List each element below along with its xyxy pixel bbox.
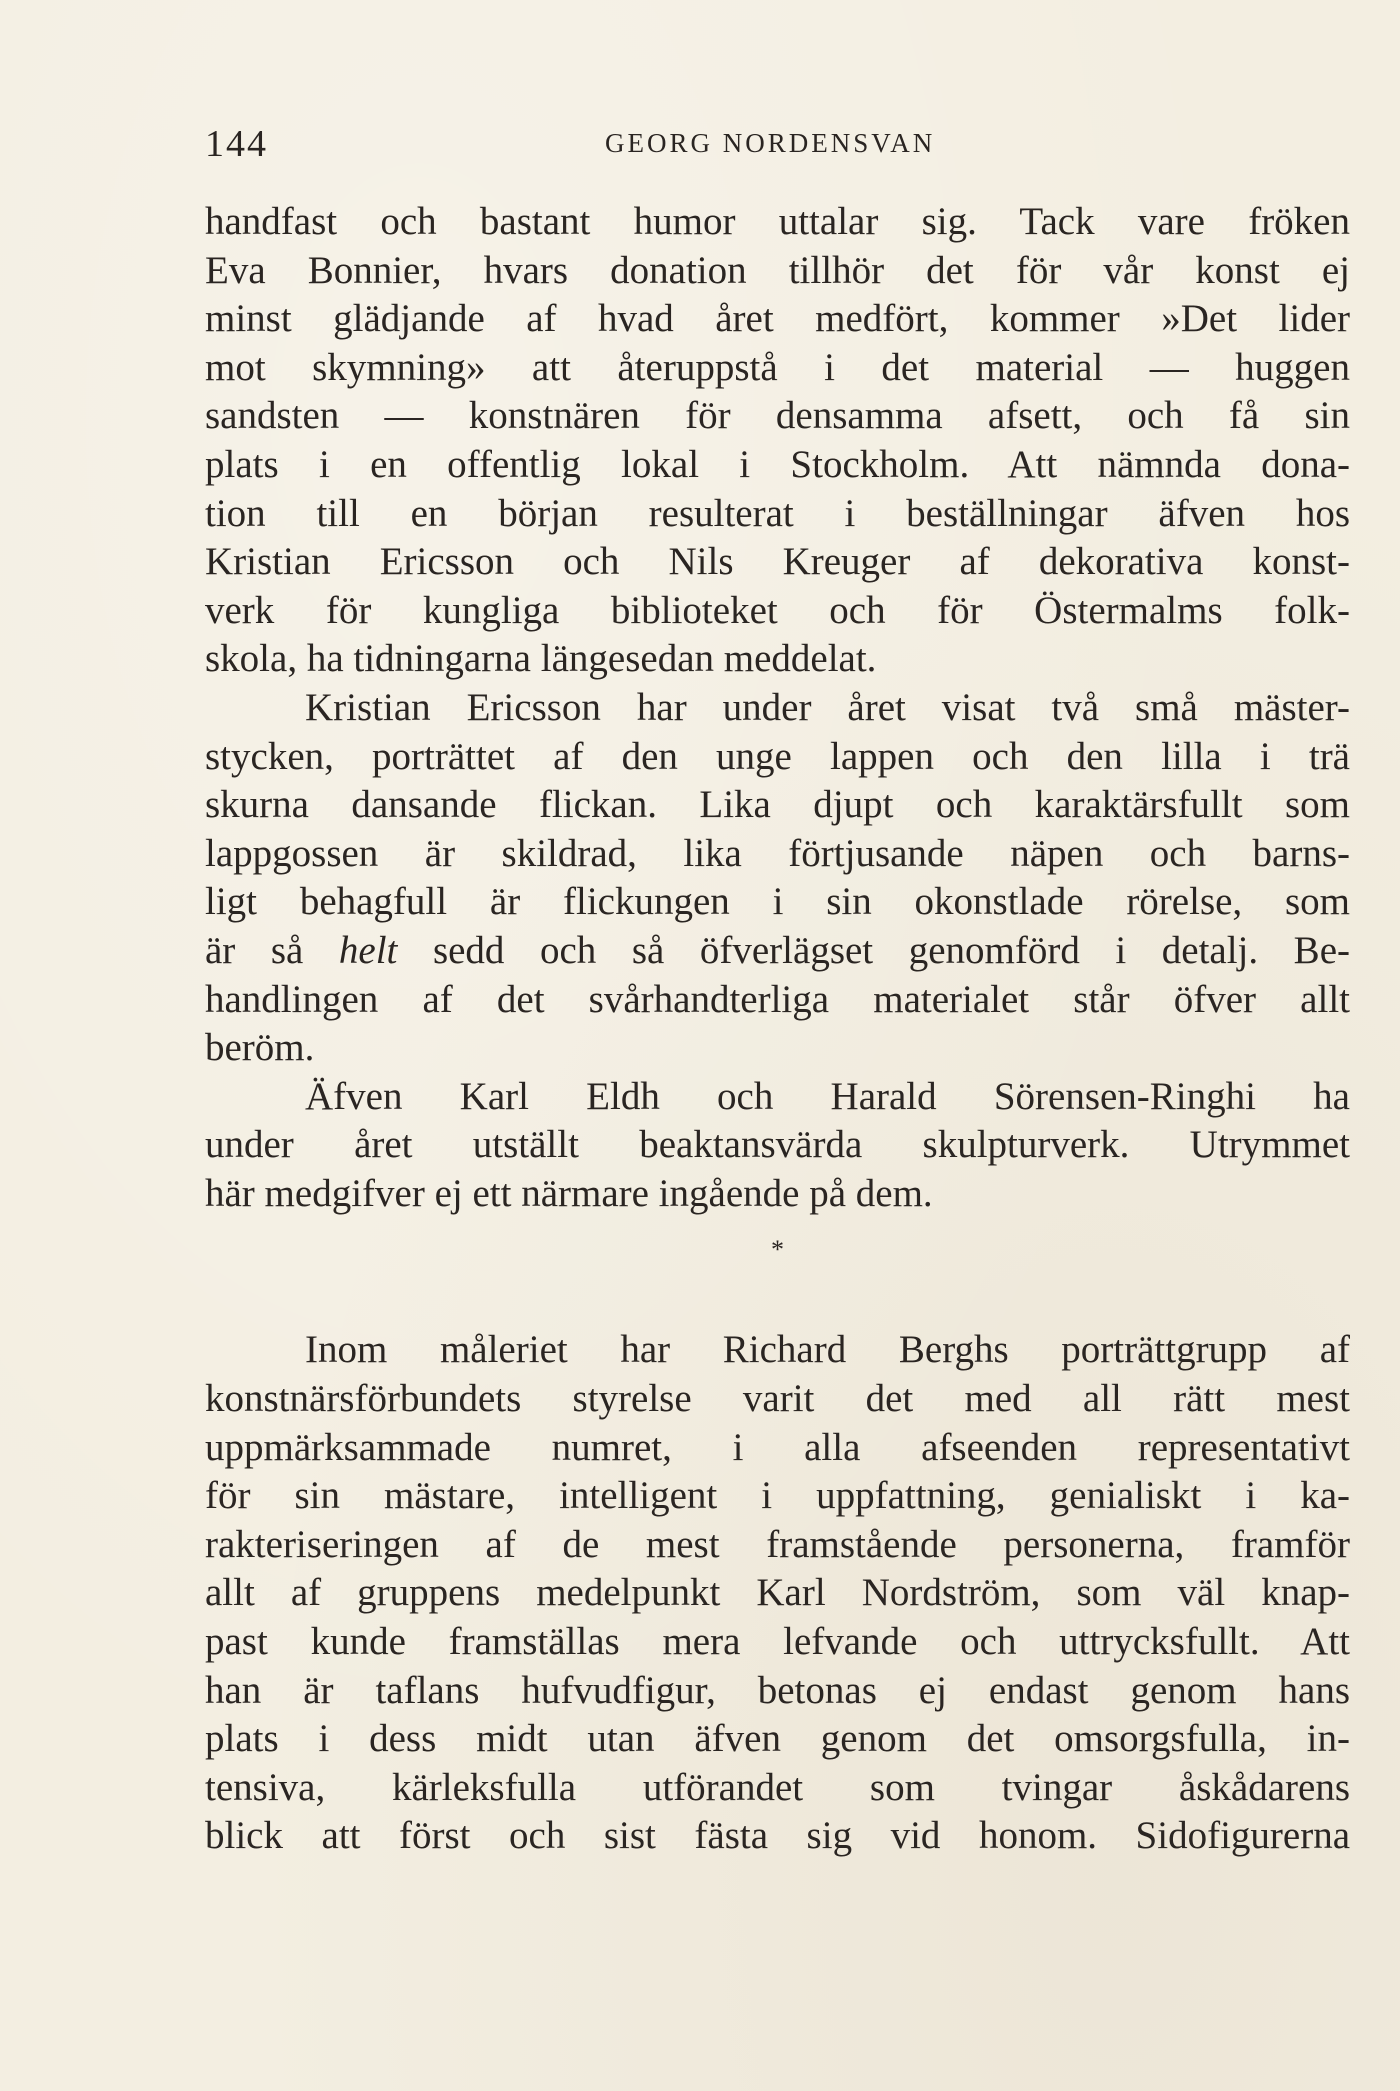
text-line: past kunde framställas mera lefvande och uttrycksfullt. Att (205, 1620, 1350, 1664)
text-line: tion till en början resulterat i beställningar äfven hos (205, 491, 1350, 535)
section-separator: * (771, 1235, 784, 1265)
text-line: ligt behagfull är flickungen i sin okonstlade rörelse, som (205, 880, 1350, 924)
running-head: GEORG NORDENSVAN (605, 128, 936, 158)
text-line: här medgifver ej ett närmare ingående på dem. (205, 1171, 933, 1215)
text-line: sandsten — konstnären för densamma afsett, och få sin (205, 394, 1350, 438)
text-line: mot skymning» att återuppstå i det material — huggen (205, 345, 1350, 389)
text-line: beröm. (205, 1026, 315, 1070)
text-line: minst glädjande af hvad året medfört, kommer »Det lider (205, 297, 1350, 341)
text-line: Äfven Karl Eldh och Harald Sörensen-Ringhi ha (305, 1074, 1350, 1118)
text-line: skola, ha tidningarna längesedan meddelat. (205, 637, 877, 681)
text-line: lappgossen är skildrad, lika förtjusande näpen och barns- (205, 831, 1350, 875)
text-line: tensiva, kärleksfulla utförandet som tvingar åskådarens (205, 1765, 1350, 1809)
text-line: under året utställt beaktansvärda skulpturverk. Utrymmet (205, 1123, 1350, 1167)
text-line: Kristian Ericsson har under året visat två små mäster- (305, 685, 1350, 729)
text-fragment: är så (205, 928, 339, 972)
text-line: verk för kungliga biblioteket och för Östermalms folk- (205, 588, 1350, 632)
text-line: Eva Bonnier, hvars donation tillhör det för vår konst ej (205, 248, 1350, 292)
italic-word: helt (338, 928, 398, 972)
text-line: blick att först och sist fästa sig vid honom. Sidofigurerna (205, 1814, 1350, 1858)
text-line: Kristian Ericsson och Nils Kreuger af dekorativa konst- (205, 540, 1350, 584)
page-number: 144 (205, 123, 268, 165)
text-line: handfast och bastant humor uttalar sig. Tack vare fröken (205, 200, 1350, 243)
text-line: för sin mästare, intelligent i uppfattning, genialiskt i ka- (205, 1474, 1350, 1518)
text-line: allt af gruppens medelpunkt Karl Nordström, som väl knap- (205, 1571, 1350, 1615)
text-line: Inom måleriet har Richard Berghs porträttgrupp af (305, 1328, 1350, 1372)
text-line: plats i en offentlig lokal i Stockholm. Att nämnda dona- (205, 442, 1350, 486)
page-header (205, 122, 1350, 168)
text-line: han är taflans hufvudfigur, betonas ej endast genom hans (205, 1668, 1350, 1712)
body-text (205, 198, 1350, 1861)
text-line: uppmärksammade numret, i alla afseenden representativt (205, 1425, 1350, 1469)
text-line: konstnärsförbundets styrelse varit det med all rätt mest (205, 1377, 1350, 1421)
text-line: stycken, porträttet af den unge lappen och den lilla i trä (205, 734, 1350, 778)
text-line: rakteriseringen af de mest framstående personerna, framför (205, 1522, 1350, 1566)
text-line: skurna dansande flickan. Lika djupt och karaktärsfullt som (205, 783, 1350, 827)
text-fragment: sedd och så öfverlägset genomförd i detalj. Be- (397, 928, 1350, 972)
text-line: handlingen af det svårhandterliga materialet står öfver allt (205, 977, 1350, 1021)
text-line-with-italic (205, 927, 1350, 976)
text-line: plats i dess midt utan äfven genom det omsorgsfulla, in- (205, 1717, 1350, 1761)
